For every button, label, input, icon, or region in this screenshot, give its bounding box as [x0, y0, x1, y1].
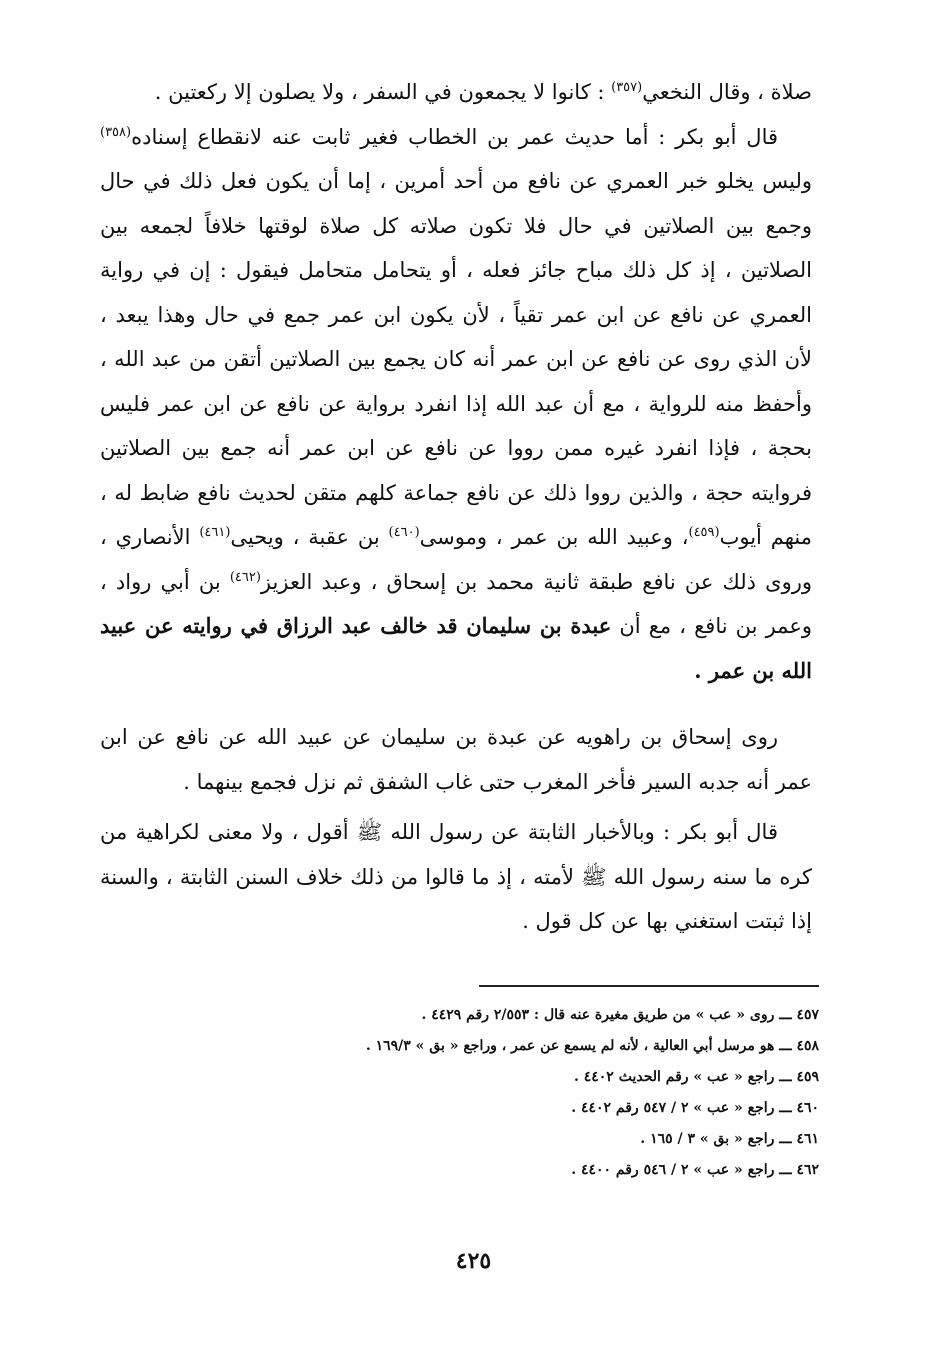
footnote-ref-459: (٤٥٩) [688, 525, 720, 540]
footnote-separator [479, 985, 819, 987]
main-text [100, 70, 812, 944]
footnote-458: ٤٥٨ ـــ هو مرسل أبي العالية ، لأنه لم يسمع عن عمر ، وراجع « بق » ١٦٩/٣ . [365, 1038, 819, 1054]
p2-text-b: وليس يخلو خبر العمري عن نافع من أحد أمرين ، إما أن يكون فعل ذلك في حال وجمع بين الصلاتين في حال فلا تكون صلاته كل صلاة لوقتها خلافاً لجمعه بين الصلاتين ، إذ كل ذلك مباح جائز فعله ، أو يتحامل متحامل فيقول : إن في رواية العمري عن نافع عن ابن عمر تقياً ، لأن يكون ابن عمر جمع في حال وهذا يبعد ، لأن الذي روى عن نافع عن ابن عمر أنه كان يجمع بين الصلاتين أتقن من عبد الله ، وأحفظ منه للرواية ، مع أن عبد الله إذا انفرد برواية عن نافع عن ابن عمر فليس بحجة ، فإذا انفرد غيره ممن رووا عن نافع عن ابن عمر أنه جمع بين الصلاتين فروايته حجة ، والذين رووا ذلك عن نافع جماعة كلهم متقن لحديث نافع ضابط له ، منهم أيوب [100, 169, 812, 549]
footnote-ref-460: (٤٦٠) [388, 525, 420, 540]
footnote-457: ٤٥٧ ـــ روى « عب » من طريق مغيرة عنه قال : ٢/٥٥٣ رقم ٤٤٢٩ . [421, 1007, 819, 1023]
p2-bold-text: عبدة بن سليمان قد خالف عبد الرزاق في روايته عن عبيد الله بن عمر . [100, 613, 812, 683]
p1-text-a: صلاة ، وقال النخعي [642, 80, 812, 104]
p1-text-b: : كانوا لا يجمعون في السفر ، ولا يصلون إلا ركعتين . [154, 80, 612, 104]
footnote-462: ٤٦٢ ـــ راجع « عب » ٢ / ٥٤٦ رقم ٤٤٠٠ . [571, 1162, 819, 1178]
p2-text-f: بن أبي رواد ، وعمر بن نافع ، مع أن [100, 569, 812, 638]
footnote-ref-462: (٤٦٢) [229, 569, 261, 585]
p2-text-a: قال أبو بكر : أما حديث عمر بن الخطاب فغير ثابت عنه لانقطاع إسناده [131, 124, 778, 149]
footnote-459: ٤٥٩ ـــ راجع « عب » رقم الحديث ٤٤٠٢ . [574, 1069, 819, 1085]
p2-text-d: بن عقبة ، ويحيى [230, 525, 389, 549]
paragraph-2 [100, 115, 812, 694]
paragraph-4: قال أبو بكر : وبالأخبار الثابتة عن رسول الله ﷺ أقول ، ولا معنى لكراهية من كره ما سنه رسول الله ﷺ لأمته ، إذ ما قالوا من ذلك خلاف السنن الثابتة ، والسنة إذا ثبتت استغني بها عن كل قول . [100, 820, 812, 933]
p2-text-c: ، وعبيد الله بن عمر ، وموسى [419, 525, 689, 549]
paragraph-1 [100, 70, 812, 115]
page-number: ٤٢٥ [455, 1248, 492, 1274]
footnotes [219, 1000, 819, 1186]
footnote-ref-358: (٣٥٨) [100, 124, 132, 140]
footnote-ref-461: (٤٦١) [199, 525, 231, 540]
footnote-ref-357: (٣٥٧) [611, 80, 643, 95]
footnote-460: ٤٦٠ ـــ راجع « عب » ٢ / ٥٤٧ رقم ٤٤٠٢ . [571, 1100, 819, 1116]
paragraph-3: روى إسحاق بن راهويه عن عبدة بن سليمان عن عبيد الله عن نافع عن ابن عمر أنه جدبه السير فأخر المغرب حتى غاب الشفق ثم نزل فجمع بينهما . [100, 725, 812, 794]
p2-text-e: الأنصاري ، وروى ذلك عن نافع طبقة ثانية محمد بن إسحاق ، وعبد العزيز [100, 525, 812, 594]
footnote-461: ٤٦١ ـــ راجع « بق » ٣ / ١٦٥ . [640, 1131, 819, 1147]
